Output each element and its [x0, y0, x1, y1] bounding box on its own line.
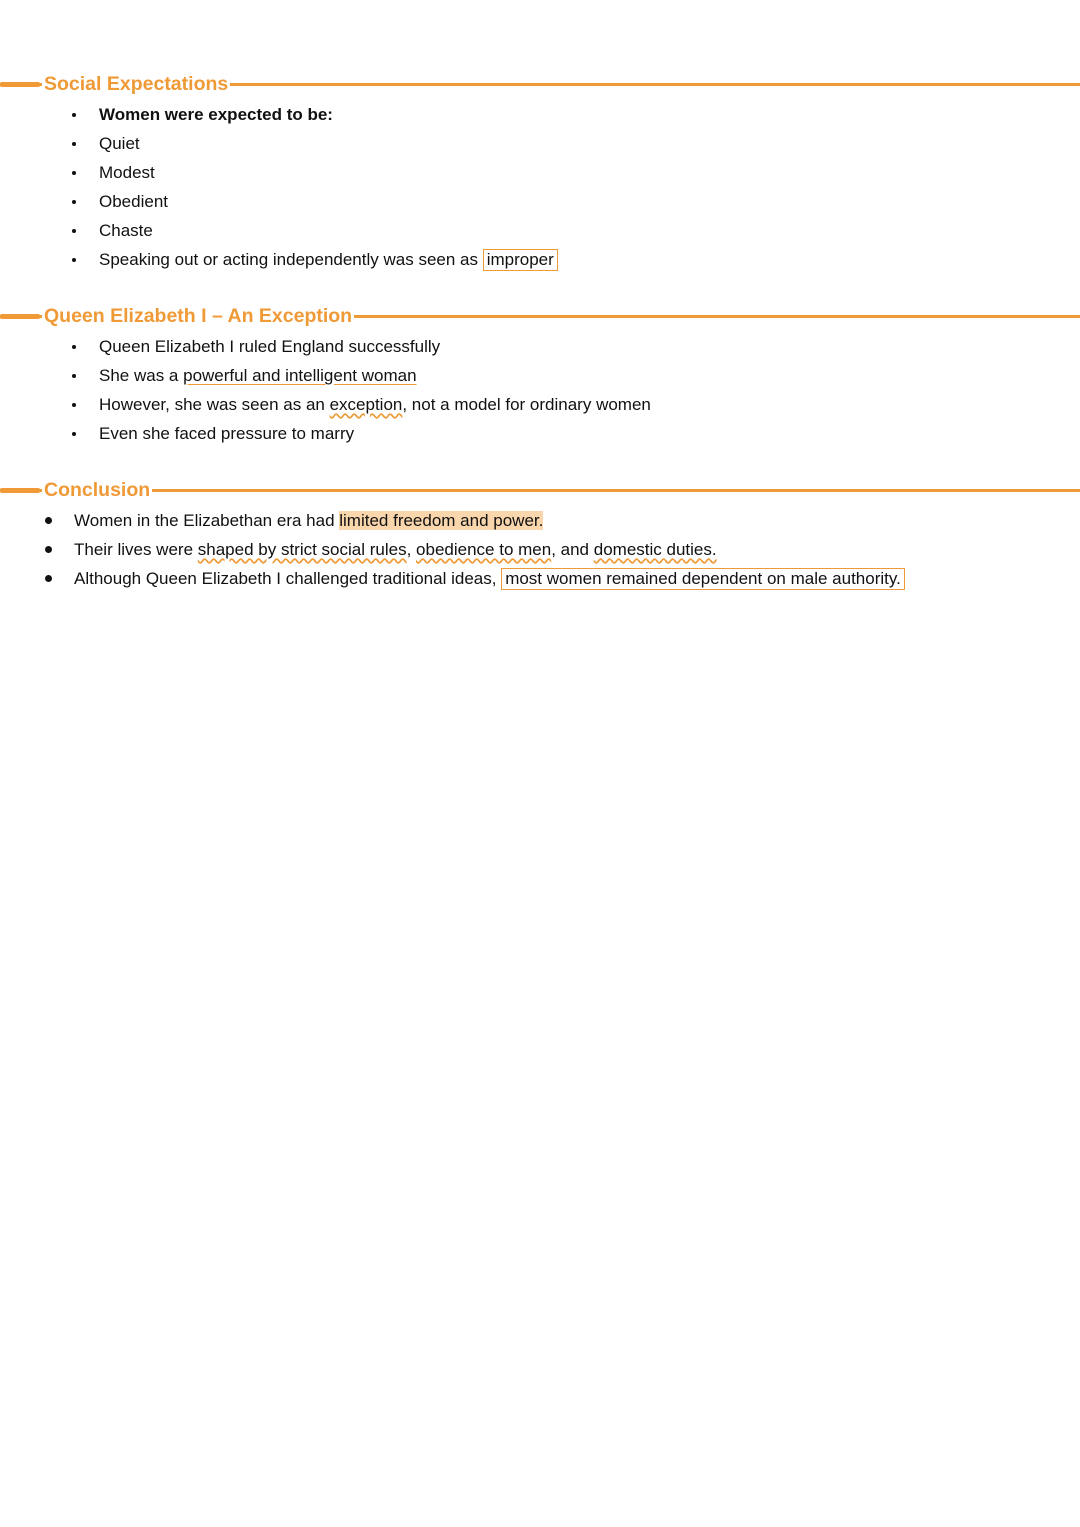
list-item — [0, 535, 1080, 564]
bullet-list — [0, 506, 1080, 593]
section-heading-row — [0, 302, 1080, 332]
list-item-text: Although Queen Elizabeth I challenged traditional ideas, — [74, 569, 502, 588]
list-item-text: Women in the Elizabethan era had — [74, 511, 340, 530]
list-item — [0, 564, 1080, 593]
list-item-text: Queen Elizabeth I ruled England successfully — [99, 337, 441, 356]
wavy-underlined-term: exception — [329, 395, 403, 414]
list-item-text: Quiet — [99, 134, 140, 153]
underlined-phrase: powerful and intelligent woman — [183, 366, 417, 385]
section-heading: Social Expectations — [44, 73, 229, 95]
list-item — [0, 187, 1080, 216]
boxed-term: improper — [483, 249, 558, 271]
underlined-phrase: shaped by strict social rules — [197, 540, 407, 559]
section-conclusion — [0, 476, 1080, 593]
heading-divider-line — [0, 489, 1080, 492]
list-item — [0, 506, 1080, 535]
list-item-text: , and — [551, 540, 594, 559]
list-item — [0, 361, 1080, 390]
list-item-text: , — [406, 540, 417, 559]
highlighted-phrase: limited freedom and power. — [339, 511, 544, 530]
section-heading-row — [0, 476, 1080, 506]
section-heading: Queen Elizabeth I – An Exception — [44, 305, 353, 327]
bullet-list — [0, 332, 1080, 448]
underlined-phrase: obedience to men — [416, 540, 552, 559]
list-item-text: Obedient — [99, 192, 168, 211]
list-item-text: However, she was seen as an — [99, 395, 330, 414]
list-item — [0, 245, 1080, 274]
list-item — [0, 158, 1080, 187]
section-queen-elizabeth — [0, 302, 1080, 448]
underlined-phrase: domestic duties. — [593, 540, 717, 559]
bullet-list — [0, 100, 1080, 274]
list-item — [0, 216, 1080, 245]
section-heading: Conclusion — [44, 479, 151, 501]
section-social-expectations — [0, 70, 1080, 274]
list-item — [0, 129, 1080, 158]
list-item — [0, 332, 1080, 361]
list-item — [0, 100, 1080, 129]
list-item-text: Modest — [99, 163, 155, 182]
list-item-text: Chaste — [99, 221, 153, 240]
list-item-text: , not a model for ordinary women — [402, 395, 651, 414]
list-item-text: Speaking out or acting independently was seen as — [99, 250, 483, 269]
list-item-text: Even she faced pressure to marry — [99, 424, 355, 443]
list-item-text: Women were expected to be: — [99, 105, 333, 124]
list-item-text: She was a — [99, 366, 184, 385]
list-item-text: Their lives were — [74, 540, 198, 559]
list-item — [0, 390, 1080, 419]
boxed-phrase: most women remained dependent on male authority. — [501, 568, 905, 590]
list-item — [0, 419, 1080, 448]
section-heading-row — [0, 70, 1080, 100]
